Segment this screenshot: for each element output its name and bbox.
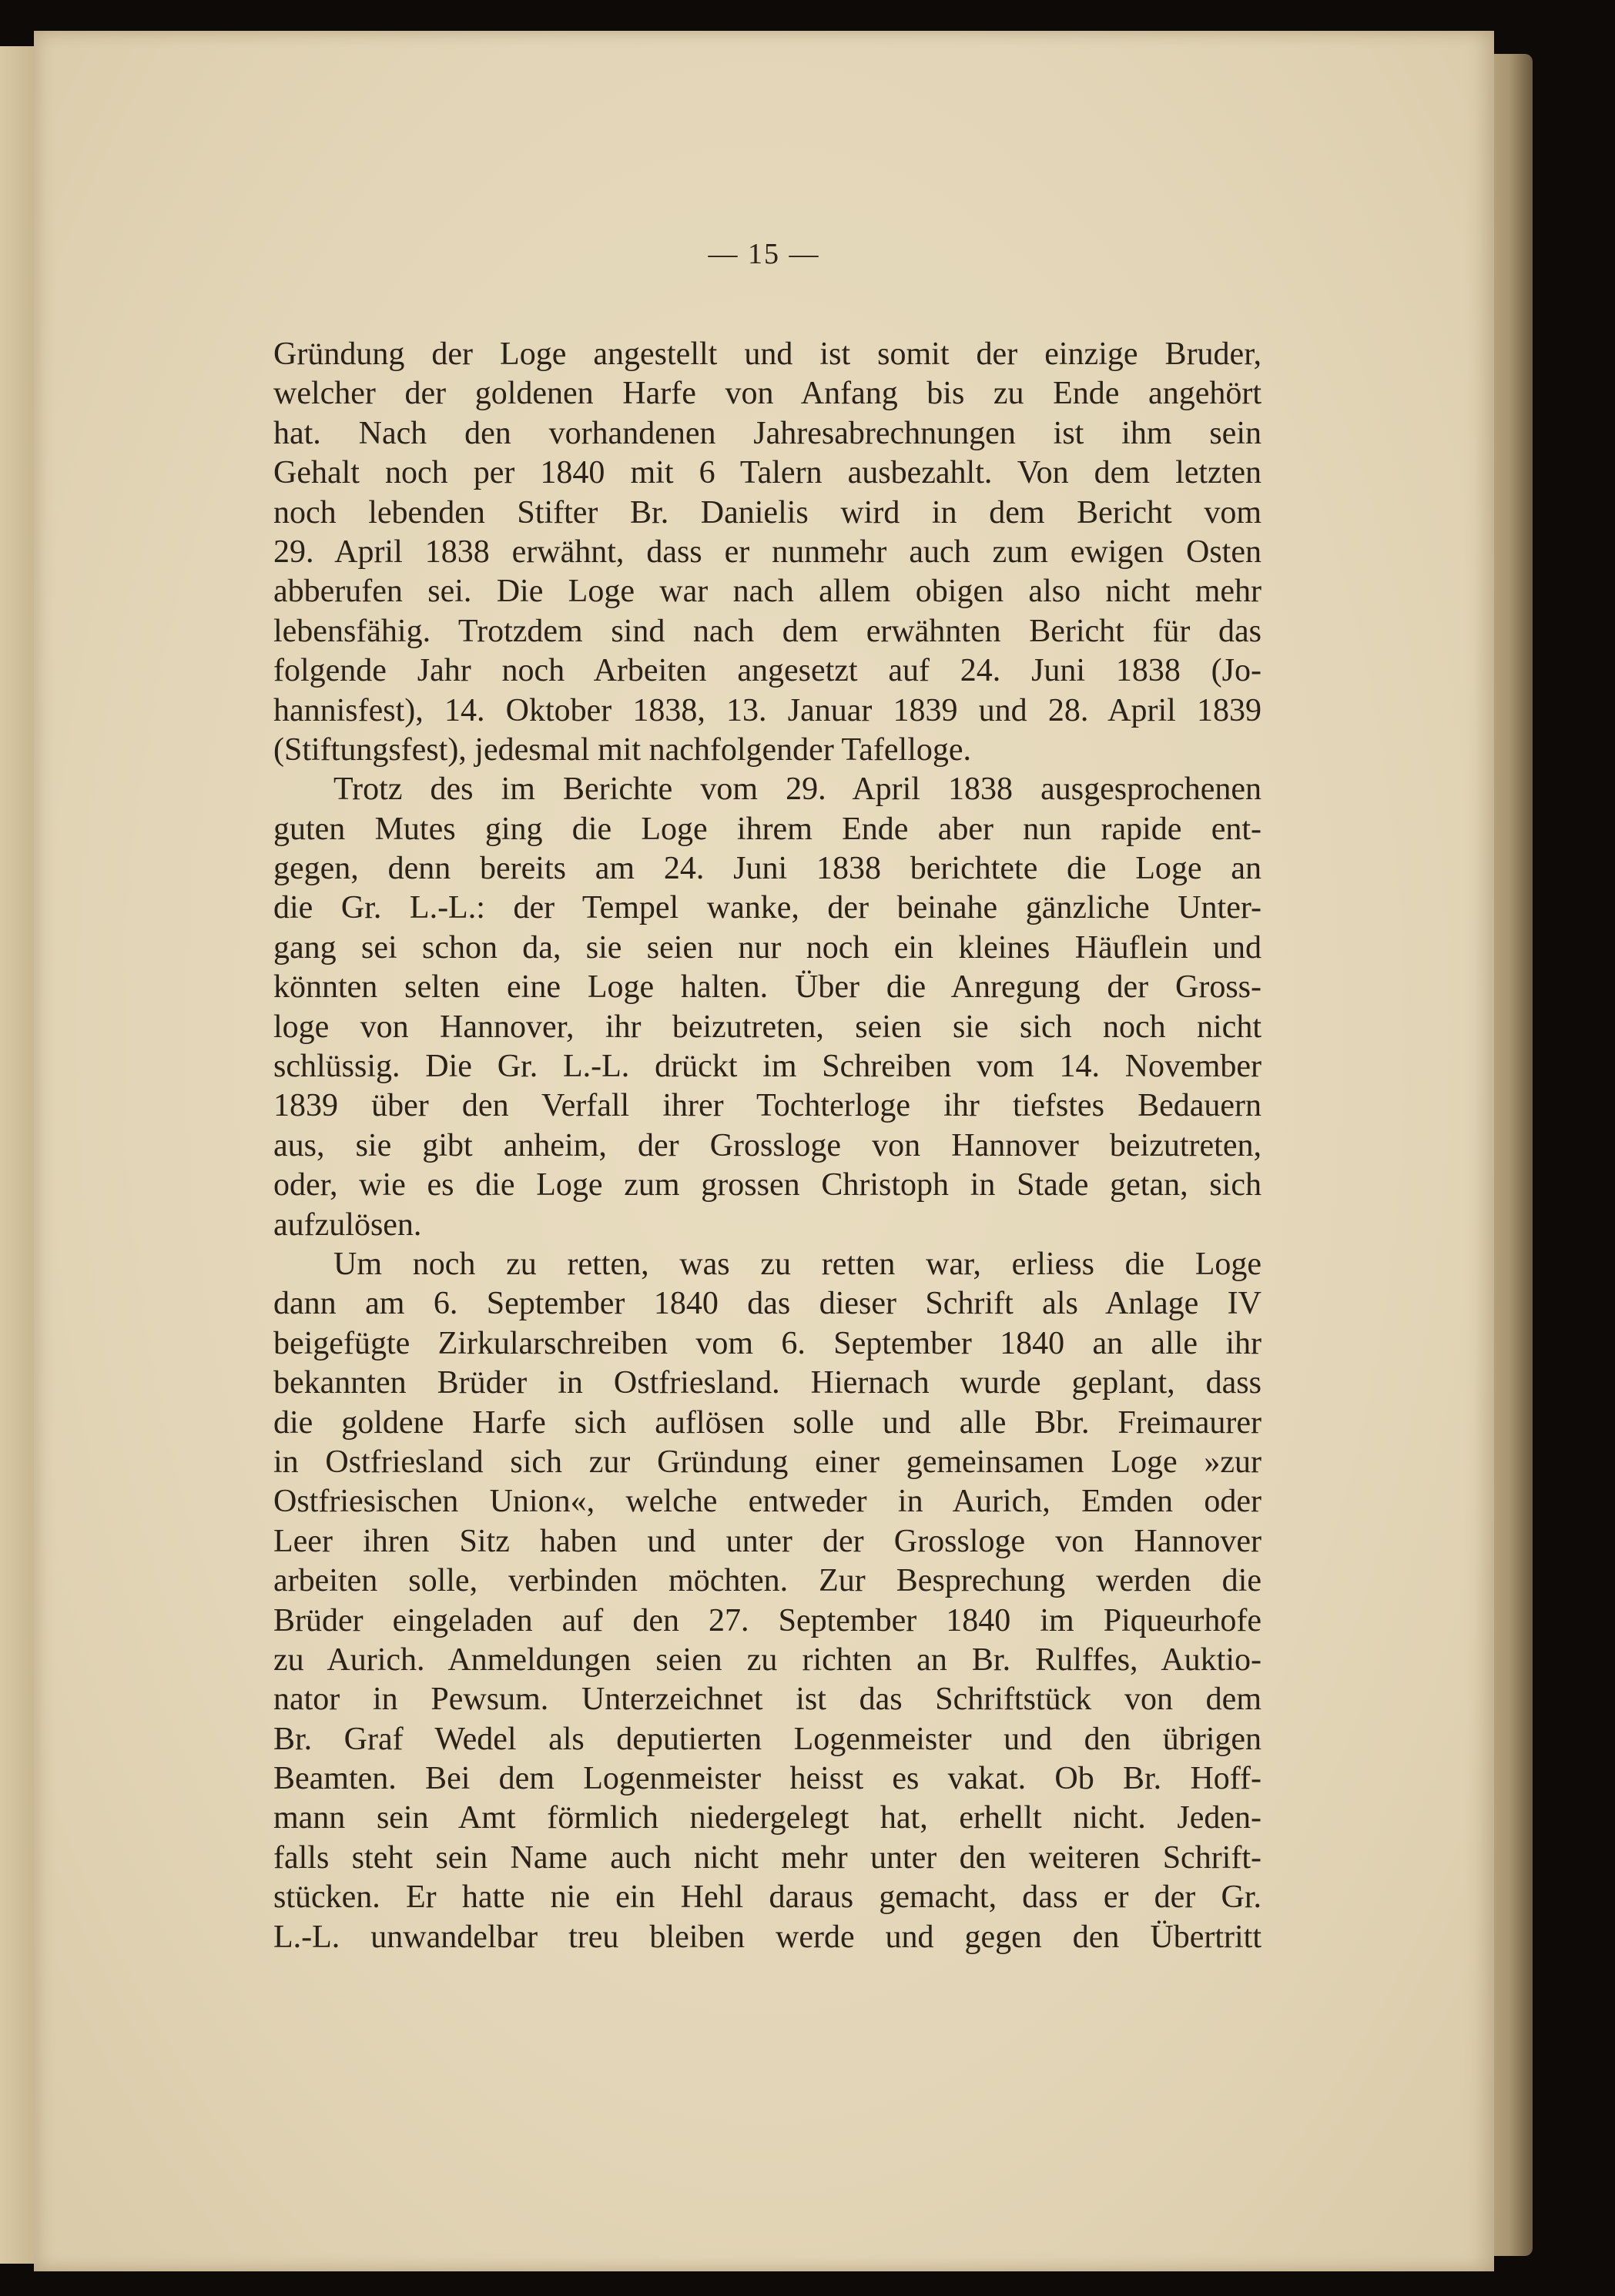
body-text bbox=[273, 335, 1262, 1957]
text-line: dann am 6. September 1840 das dieser Schrift als Anlage IV bbox=[273, 1286, 1262, 1322]
text-line: Ostfriesischen Union«, welche entweder in Aurich, Emden oder bbox=[273, 1484, 1262, 1520]
text-line: hannisfest), 14. Oktober 1838, 13. Januar 1839 und 28. April 1839 bbox=[273, 692, 1262, 728]
text-line: beigefügte Zirkularschreiben vom 6. September 1840 an alle ihr bbox=[273, 1325, 1262, 1361]
text-line: welcher der goldenen Harfe von Anfang bis zu Ende angehört bbox=[273, 376, 1262, 412]
text-line: Beamten. Bei dem Logenmeister heisst es vakat. Ob Br. Hoff- bbox=[273, 1761, 1262, 1797]
text-line: in Ostfriesland sich zur Gründung einer gemeinsamen Loge »zur bbox=[273, 1444, 1262, 1480]
text-line: 1839 über den Verfall ihrer Tochterloge ihr tiefstes Bedauern bbox=[273, 1088, 1262, 1124]
text-line: hat. Nach den vorhandenen Jahresabrechnungen ist ihm sein bbox=[273, 415, 1262, 451]
text-line: bekannten Brüder in Ostfriesland. Hiernach wurde geplant, dass bbox=[273, 1365, 1262, 1401]
text-line: arbeiten solle, verbinden möchten. Zur Besprechung werden die bbox=[273, 1563, 1262, 1599]
text-line: Trotz des im Berichte vom 29. April 1838 ausgesprochenen bbox=[333, 771, 1262, 808]
text-line: die goldene Harfe sich auflösen solle und alle Bbr. Freimaurer bbox=[273, 1404, 1262, 1441]
text-line: L.-L. unwandelbar treu bleiben werde und gegen den Übertritt bbox=[273, 1919, 1262, 1955]
text-line: oder, wie es die Loge zum grossen Christoph in Stade getan, sich bbox=[273, 1167, 1262, 1203]
text-line: aus, sie gibt anheim, der Grossloge von Hannover beizutreten, bbox=[273, 1127, 1262, 1163]
text-line: 29. April 1838 erwähnt, dass er nunmehr auch zum ewigen Osten bbox=[273, 534, 1262, 570]
text-line: gegen, denn bereits am 24. Juni 1838 berichtete die Loge an bbox=[273, 851, 1262, 887]
book-page bbox=[34, 31, 1494, 2271]
text-line: Gründung der Loge angestellt und ist somit der einzige Bruder, bbox=[273, 336, 1262, 372]
text-line: noch lebenden Stifter Br. Danielis wird in dem Bericht vom bbox=[273, 494, 1262, 530]
text-line: guten Mutes ging die Loge ihrem Ende aber nun rapide ent- bbox=[273, 811, 1262, 847]
text-line: (Stiftungsfest), jedesmal mit nachfolgender Tafelloge. bbox=[273, 731, 972, 768]
text-line: Brüder eingeladen auf den 27. September 1840 im Piqueurhofe bbox=[273, 1602, 1262, 1638]
text-line: stücken. Er hatte nie ein Hehl daraus gemacht, dass er der Gr. bbox=[273, 1879, 1262, 1916]
text-line: nator in Pewsum. Unterzeichnet ist das Schriftstück von dem bbox=[273, 1682, 1262, 1718]
text-line: die Gr. L.-L.: der Tempel wanke, der beinahe gänzliche Unter- bbox=[273, 890, 1262, 926]
text-line: könnten selten eine Loge halten. Über die Anregung der Gross- bbox=[273, 969, 1262, 1006]
text-line: abberufen sei. Die Loge war nach allem obigen also nicht mehr bbox=[273, 574, 1262, 610]
text-line: zu Aurich. Anmeldungen seien zu richten an Br. Rulffes, Auktio- bbox=[273, 1642, 1262, 1678]
text-line: falls steht sein Name auch nicht mehr unter den weiteren Schrift- bbox=[273, 1839, 1262, 1876]
page-number: — 15 — bbox=[708, 238, 820, 270]
text-line: Leer ihren Sitz haben und unter der Grossloge von Hannover bbox=[273, 1523, 1262, 1559]
text-line: aufzulösen. bbox=[273, 1207, 422, 1243]
text-line: folgende Jahr noch Arbeiten angesetzt auf 24. Juni 1838 (Jo- bbox=[273, 653, 1262, 689]
text-line: Br. Graf Wedel als deputierten Logenmeister und den übrigen bbox=[273, 1721, 1262, 1757]
text-line: Um noch zu retten, was zu retten war, erliess die Loge bbox=[333, 1246, 1262, 1282]
text-line: schlüssig. Die Gr. L.-L. drückt im Schreiben vom 14. November bbox=[273, 1049, 1262, 1085]
text-line: loge von Hannover, ihr beizutreten, seien sie sich noch nicht bbox=[273, 1009, 1262, 1045]
text-line: gang sei schon da, sie seien nur noch ein kleines Häuflein und bbox=[273, 929, 1262, 966]
text-line: lebensfähig. Trotzdem sind nach dem erwähnten Bericht für das bbox=[273, 613, 1262, 649]
facing-page-edge bbox=[0, 46, 34, 2264]
text-line: Gehalt noch per 1840 mit 6 Talern ausbezahlt. Von dem letzten bbox=[273, 455, 1262, 491]
text-line: mann sein Amt förmlich niedergelegt hat, erhellt nicht. Jeden- bbox=[273, 1800, 1262, 1836]
